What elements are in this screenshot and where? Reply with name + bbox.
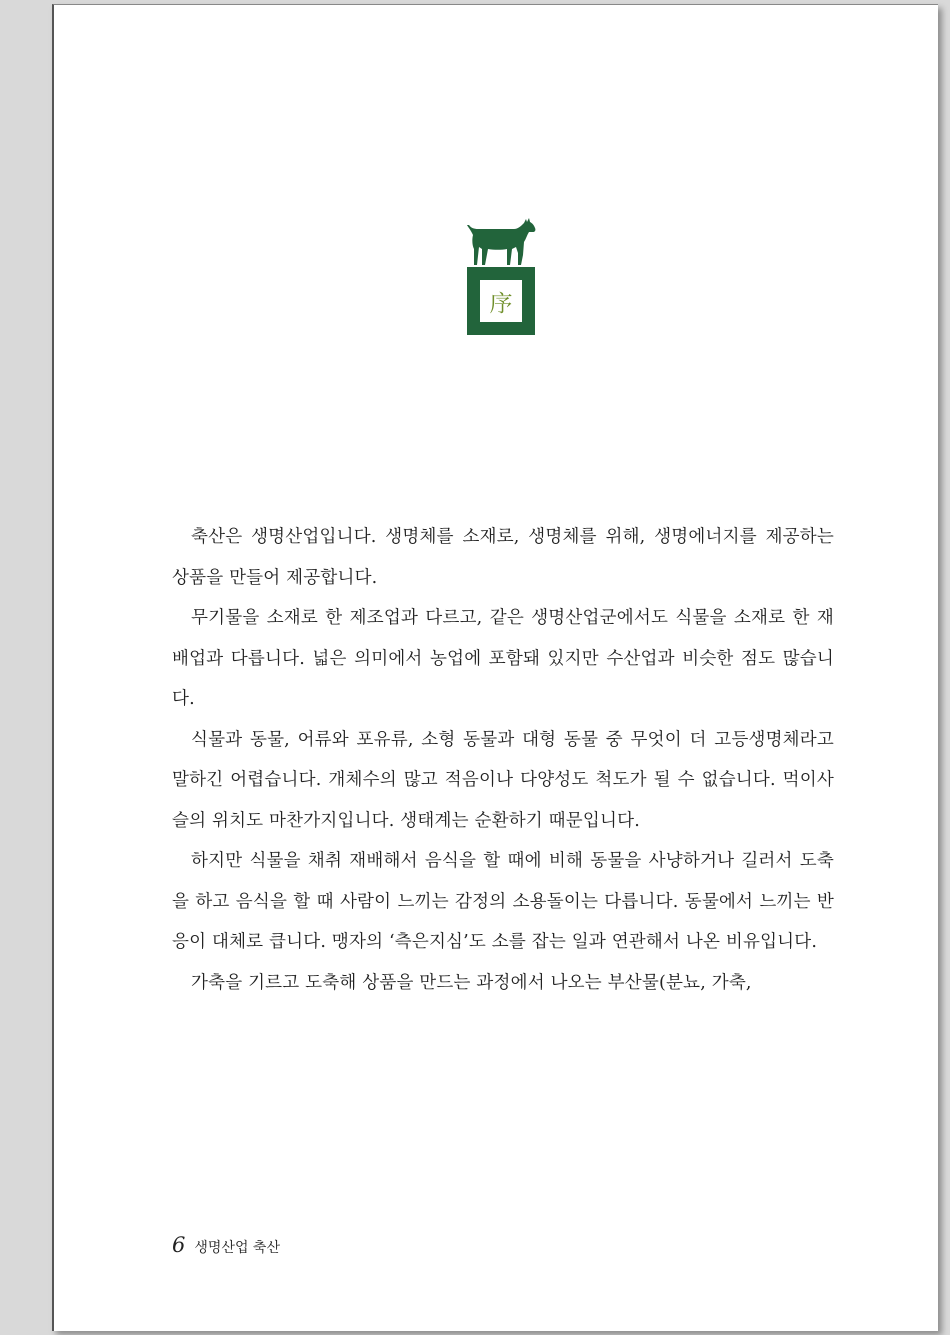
chapter-emblem — [466, 215, 538, 337]
book-title: 생명산업 축산 — [194, 1240, 280, 1256]
page-footer — [172, 1233, 280, 1257]
page-number: 6 — [172, 1233, 186, 1257]
seal-character: 序 — [480, 280, 522, 322]
paragraph-1: 축산은 생명산업입니다. 생명체를 소재로, 생명체를 위해, 생명에너지를 제공하는 상품을 만들어 제공합니다. — [172, 527, 834, 588]
paragraph-4: 하지만 식물을 채취 재배해서 음식을 할 때에 비해 동물을 사냥하거나 길러서 도축을 하고 음식을 할 때 사람이 느끼는 감정의 소용돌이는 다릅니다. 동물에서 느끼는 반응이 대체로 큽니다. 맹자의 ‘측은지심’도 소를 잡는 일과 연관해서 나온 비유입니다. — [172, 851, 834, 952]
cow-icon — [466, 215, 538, 267]
body-text — [172, 517, 834, 1003]
paragraph-3: 식물과 동물, 어류와 포유류, 소형 동물과 대형 동물 중 무엇이 더 고등생명체라고 말하긴 어렵습니다. 개체수의 많고 적음이나 다양성도 척도가 될 수 없습니다. 먹이사슬의 위치도 마찬가지입니다. 생태계는 순환하기 때문입니다. — [172, 729, 834, 831]
book-page — [52, 4, 938, 1331]
seal-box — [467, 267, 535, 335]
paragraph-2: 무기물을 소재로 한 제조업과 다르고, 같은 생명산업군에서도 식물을 소재로 한 재배업과 다릅니다. 넓은 의미에서 농업에 포함돼 있지만 수산업과 비슷한 점도 많습니다. — [172, 608, 834, 709]
paragraph-5: 가축을 기르고 도축해 상품을 만드는 과정에서 나오는 부산물(분뇨, 가축, — [191, 972, 752, 993]
